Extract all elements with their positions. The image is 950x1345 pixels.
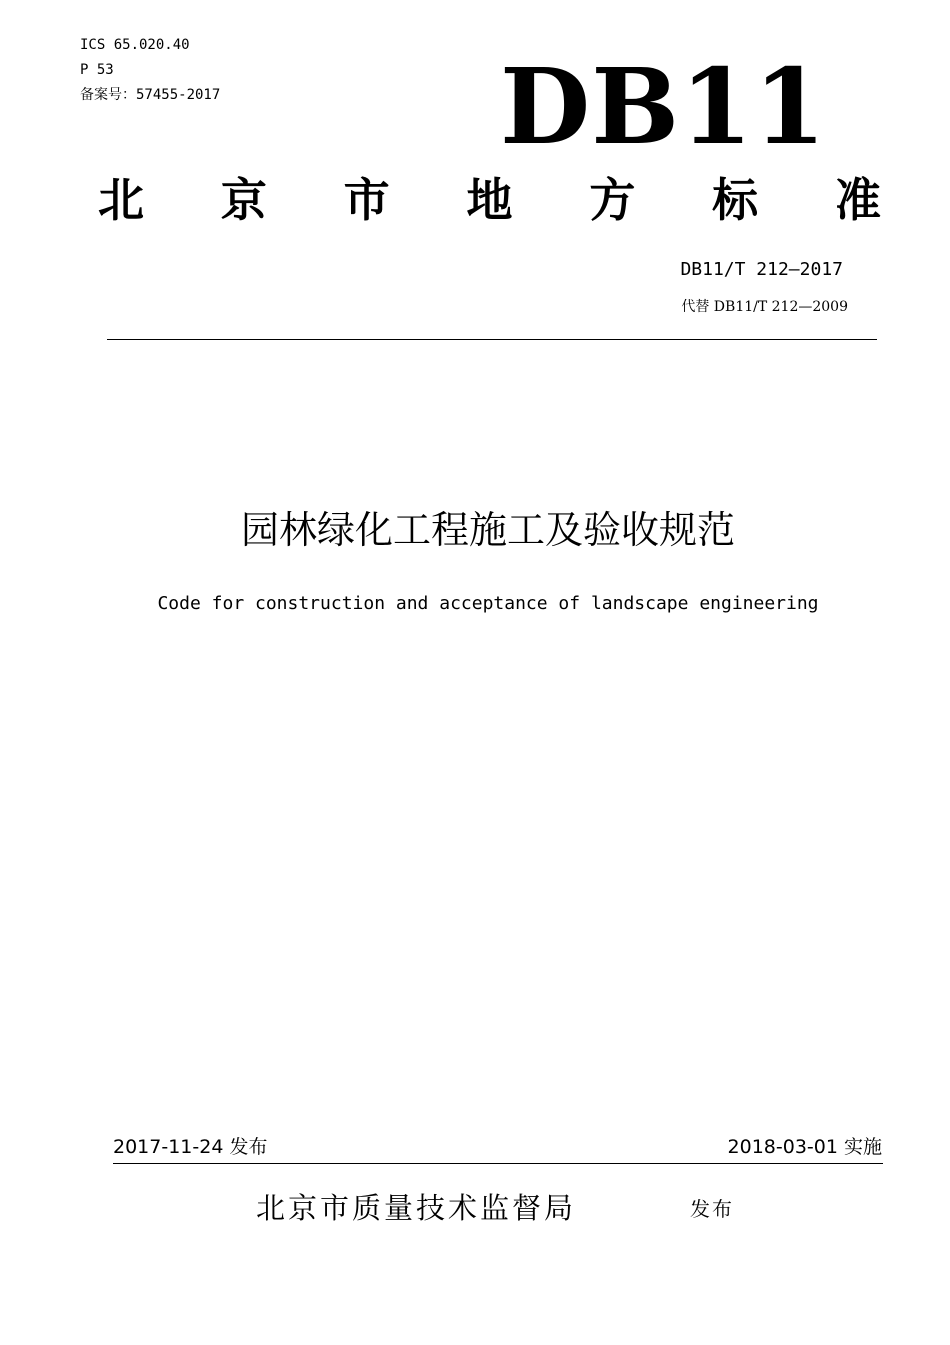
publisher-name: 北京市质量技术监督局 [256, 1191, 577, 1225]
top-divider [107, 339, 877, 340]
heading-char: 标 [712, 173, 759, 227]
record-number: 备案号：57455-2017 [80, 87, 221, 103]
heading-char: 京 [220, 173, 267, 227]
issue-date: 2017-11-24 发布 [113, 1136, 268, 1158]
heading-char: 北 [98, 173, 144, 227]
standard-number: DB11/T 212—2017 [680, 259, 843, 280]
standard-type-heading [98, 172, 881, 228]
heading-char: 市 [343, 173, 390, 227]
heading-char: 地 [466, 173, 513, 227]
bottom-divider [113, 1163, 883, 1164]
classification-code: P 53 [80, 62, 114, 78]
implementation-date: 2018-03-01 实施 [727, 1136, 882, 1158]
document-title-en: Code for construction and acceptance of landscape engineering [157, 593, 819, 614]
replaces-standard: 代替 DB11/T 212—2009 [681, 299, 848, 315]
standard-logo: DB11 [500, 45, 827, 168]
document-title-cn: 园林绿化工程施工及验收规范 [240, 508, 735, 552]
heading-char: 方 [589, 173, 636, 227]
heading-char: 准 [834, 173, 881, 227]
ics-code: ICS 65.020.40 [80, 37, 190, 53]
publisher-suffix: 发布 [690, 1197, 734, 1221]
